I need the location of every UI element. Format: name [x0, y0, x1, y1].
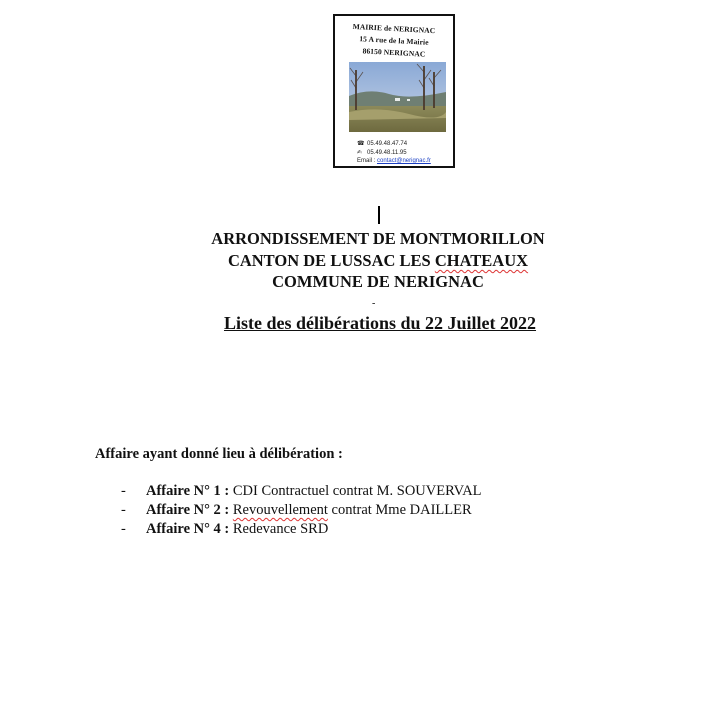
item-label: Affaire N° 1 : [146, 483, 230, 499]
heading-separator: - [372, 298, 376, 309]
letterhead-address: 15 A rue de la Mairie [359, 34, 429, 47]
list-item [121, 483, 482, 500]
item-text: Redevance SRD [229, 521, 329, 537]
fax-icon: ✍ [357, 150, 363, 156]
item-label: Affaire N° 4 : [146, 521, 230, 537]
item-text-after: contrat Mme DAILLER [327, 502, 472, 518]
intro-line: Affaire ayant donné lieu à délibération : [95, 446, 343, 462]
heading-commune: COMMUNE DE NERIGNAC [272, 272, 484, 291]
spellcheck-flag[interactable]: CHATEAUX [434, 251, 529, 270]
heading-arrondissement: ARRONDISSEMENT DE MONTMORILLON [211, 229, 545, 248]
letterhead-name: MAIRIE de NERIGNAC [352, 21, 436, 36]
letterhead-phone: ☎ 05.49.48.47.74 [357, 141, 408, 147]
landscape-photo [349, 62, 446, 132]
item-text: CDI Contractuel contrat M. SOUVERVAL [229, 483, 482, 499]
letterhead-email: Email : contact@nerignac.fr [357, 158, 431, 164]
bullet-dash: - [121, 502, 126, 518]
heading-canton: CANTON DE LUSSAC LES CHATEAUX [227, 251, 529, 270]
spellcheck-flag[interactable]: Revouvellement [232, 502, 328, 518]
town-hall-letterhead [333, 14, 455, 168]
letterhead-postcode-city: 86150 NERIGNAC [362, 46, 426, 59]
item-label: Affaire N° 2 : [146, 502, 230, 518]
bullet-dash: - [121, 521, 126, 537]
list-item [121, 521, 328, 538]
telephone-icon: ☎ [357, 141, 365, 147]
letterhead-fax: ✍ 05.49.48.11.95 [357, 150, 407, 156]
document-title: Liste des délibérations du 22 Juillet 2022 [223, 313, 537, 333]
text-cursor [378, 206, 380, 224]
bullet-dash: - [121, 483, 126, 499]
email-link[interactable]: contact@nerignac.fr [377, 158, 431, 164]
list-item [121, 502, 472, 519]
